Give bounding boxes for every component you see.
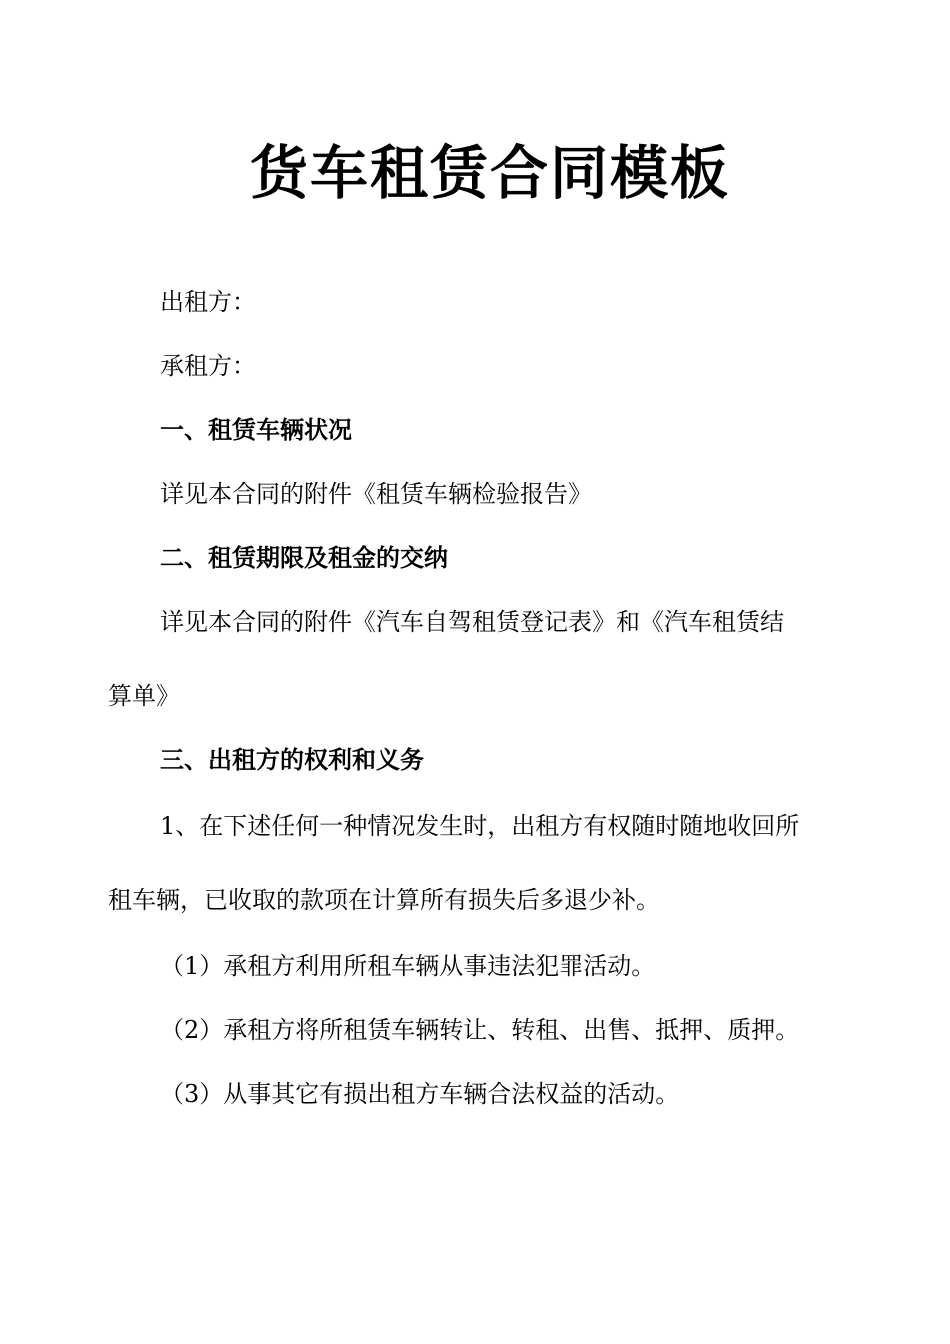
section-3-clause-1-line-2: 租车辆，已收取的款项在计算所有损失后多退少补。 xyxy=(108,886,660,914)
section-2-body-line-1: 详见本合同的附件《汽车自驾租赁登记表》和《汽车租赁结 xyxy=(160,608,784,636)
list-item: （3）从事其它有损出租方车辆合法权益的活动。 xyxy=(160,1080,680,1108)
list-item: （1）承租方利用所租车辆从事违法犯罪活动。 xyxy=(160,952,656,980)
lessee-label: 承租方： xyxy=(160,352,256,380)
section-1-heading: 一、租赁车辆状况 xyxy=(160,416,352,444)
section-2-heading: 二、租赁期限及租金的交纳 xyxy=(160,544,448,572)
section-1-body: 详见本合同的附件《租赁车辆检验报告》 xyxy=(160,480,592,508)
list-item: （2）承租方将所租赁车辆转让、转租、出售、抵押、质押。 xyxy=(160,1016,800,1044)
lessor-label: 出租方： xyxy=(160,288,256,316)
document-title: 货车租赁合同模板 xyxy=(249,139,730,207)
section-3-clause-1-line-1: 1、在下述任何一种情况发生时，出租方有权随时随地收回所 xyxy=(160,812,800,840)
section-3-heading: 三、出租方的权利和义务 xyxy=(160,746,424,774)
section-2-body-line-2: 算单》 xyxy=(108,682,180,710)
